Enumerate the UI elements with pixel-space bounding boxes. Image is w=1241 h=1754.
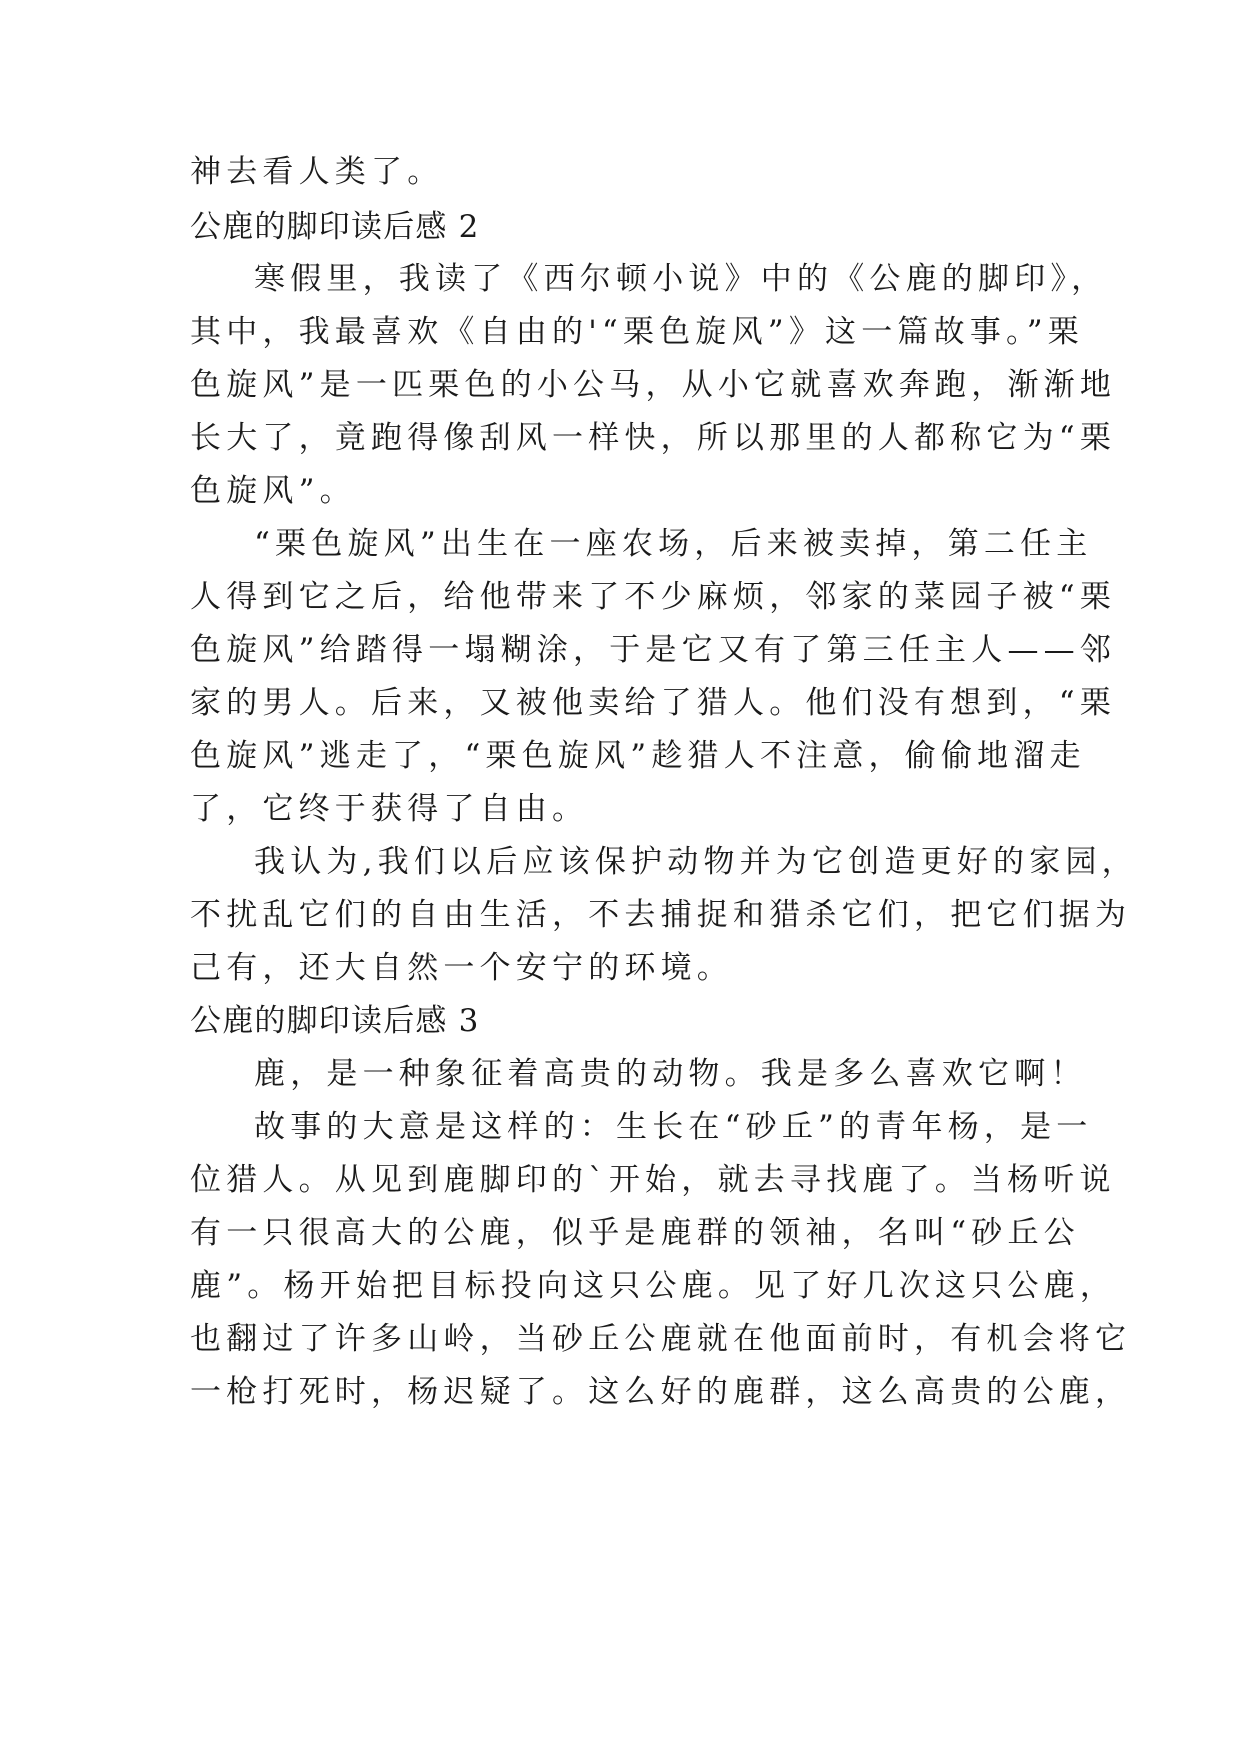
text-line: 己有，还大自然一个安宁的环境。 xyxy=(190,950,733,986)
text-line: 色旋风”。 xyxy=(190,473,356,509)
text-line: 色旋风”给踏得一塌糊涂，于是它又有了第三任主人——邻 xyxy=(190,632,1117,668)
text-line: 故事的大意是这样的：生长在“砂丘”的青年杨，是一 xyxy=(254,1109,1093,1145)
text-line: 我认为,我们以后应该保护动物并为它创造更好的家园， xyxy=(254,844,1138,880)
text-line: 色旋风”逃走了，“栗色旋风”趁猎人不注意，偷偷地溜走 xyxy=(190,738,1086,774)
text-line: 也翻过了许多山岭，当砂丘公鹿就在他面前时，有机会将它 xyxy=(190,1321,1132,1357)
text-line: 其中，我最喜欢《自由的'“栗色旋风”》这一篇故事。”栗 xyxy=(190,314,1084,350)
text-line: 色旋风”是一匹栗色的小公马，从小它就喜欢奔跑，渐渐地 xyxy=(190,367,1117,403)
text-line: 神去看人类了。 xyxy=(190,154,444,190)
text-line: “栗色旋风”出生在一座农场，后来被卖掉，第二任主 xyxy=(254,526,1093,562)
section-heading: 公鹿的脚印读后感 2 xyxy=(190,209,480,245)
text-line: 了，它终于获得了自由。 xyxy=(190,791,589,827)
text-line: 寒假里，我读了《西尔顿小说》中的《公鹿的脚印》， xyxy=(254,261,1108,297)
text-line: 有一只很高大的公鹿，似乎是鹿群的领袖，名叫“砂丘公 xyxy=(190,1215,1080,1251)
section-heading: 公鹿的脚印读后感 3 xyxy=(190,1003,480,1039)
text-line: 不扰乱它们的自由生活，不去捕捉和猎杀它们，把它们据为 xyxy=(190,897,1132,933)
text-line: 人得到它之后，给他带来了不少麻烦，邻家的菜园子被“栗 xyxy=(190,579,1117,615)
text-line: 鹿，是一种象征着高贵的动物。我是多么喜欢它啊！ xyxy=(254,1056,1087,1092)
text-line: 鹿”。杨开始把目标投向这只公鹿。见了好几次这只公鹿， xyxy=(190,1268,1117,1304)
text-line: 一枪打死时，杨迟疑了。这么好的鹿群，这么高贵的公鹿， xyxy=(190,1374,1132,1410)
text-line: 长大了，竟跑得像刮风一样快，所以那里的人都称它为“栗 xyxy=(190,420,1117,456)
text-line: 家的男人。后来，又被他卖给了猎人。他们没有想到，“栗 xyxy=(190,685,1117,721)
text-line: 位猎人。从见到鹿脚印的`开始，就去寻找鹿了。当杨听说 xyxy=(190,1162,1116,1198)
